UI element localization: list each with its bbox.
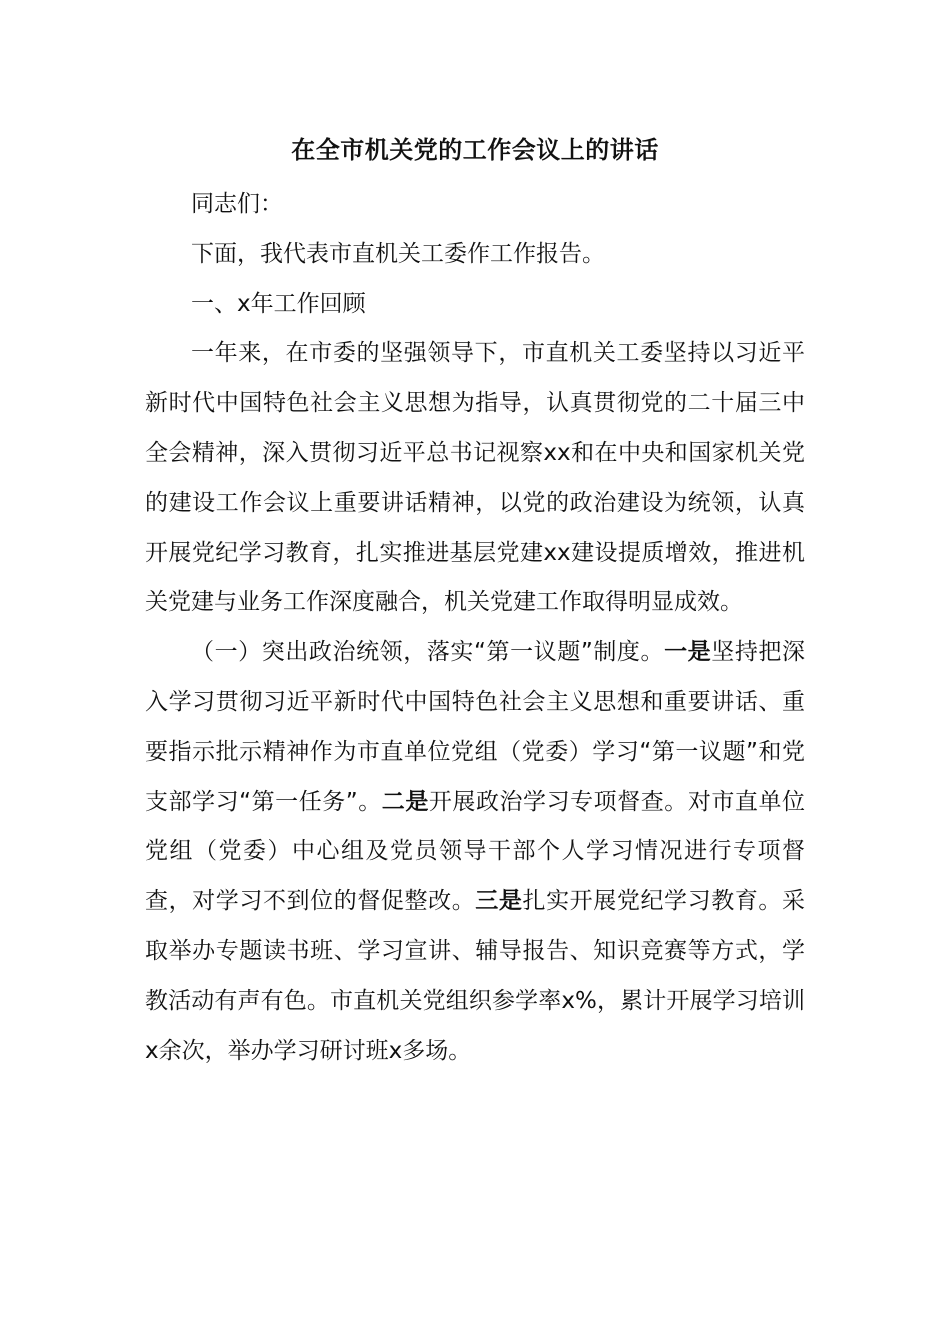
- point-2-lead: 二是: [381, 788, 429, 815]
- point-2-text: 开展政治学习专项督查。对市直单位党组（党委）中心组及党员领导干部个人学习情况进行专项督查，对学习不到位的督促整改。: [145, 788, 806, 915]
- document-title: 在全市机关党的工作会议上的讲话: [291, 136, 659, 164]
- salutation: 同志们：: [191, 191, 283, 217]
- point-1-lead: 一是: [664, 639, 712, 666]
- point-3-text: 扎实开展党纪学习教育。采取举办专题读书班、学习宣讲、辅导报告、知识竞赛等方式，学教活动有声有色。市直机关党组织参学率x%，累计开展学习培训x余次，举办学习研讨班x多场。: [145, 888, 806, 1064]
- overview-paragraph: 一年来，在市委的坚强领导下，市直机关工委坚持以习近平新时代中国特色社会主义思想为指导，认真贯彻党的二十届三中全会精神，深入贯彻习近平总书记视察xx和在中央和国家机关党的建设工作会议上重要讲话精神，以党的政治建设为统领，认真开展党纪学习教育，扎实推进基层党建xx建设提质增效，推进机关党建与业务工作深度融合，机关党建工作取得明显成效。: [145, 340, 805, 616]
- intro-paragraph: 下面，我代表市直机关工委作工作报告。: [191, 240, 605, 267]
- section-heading: 一、x年工作回顾: [191, 290, 366, 317]
- subsection-paragraph: [145, 628, 805, 1076]
- subsection-heading: （一）突出政治统领，落实“第一议题”制度。: [191, 639, 665, 666]
- point-3-lead: 三是: [475, 888, 523, 915]
- point-1-text: 坚持把深入学习贯彻习近平新时代中国特色社会主义思想和重要讲话、重要指示批示精神作为市直单位党组（党委）学习“第一议题”和党支部学习“第一任务”。: [145, 639, 805, 815]
- document-body: [145, 180, 805, 1076]
